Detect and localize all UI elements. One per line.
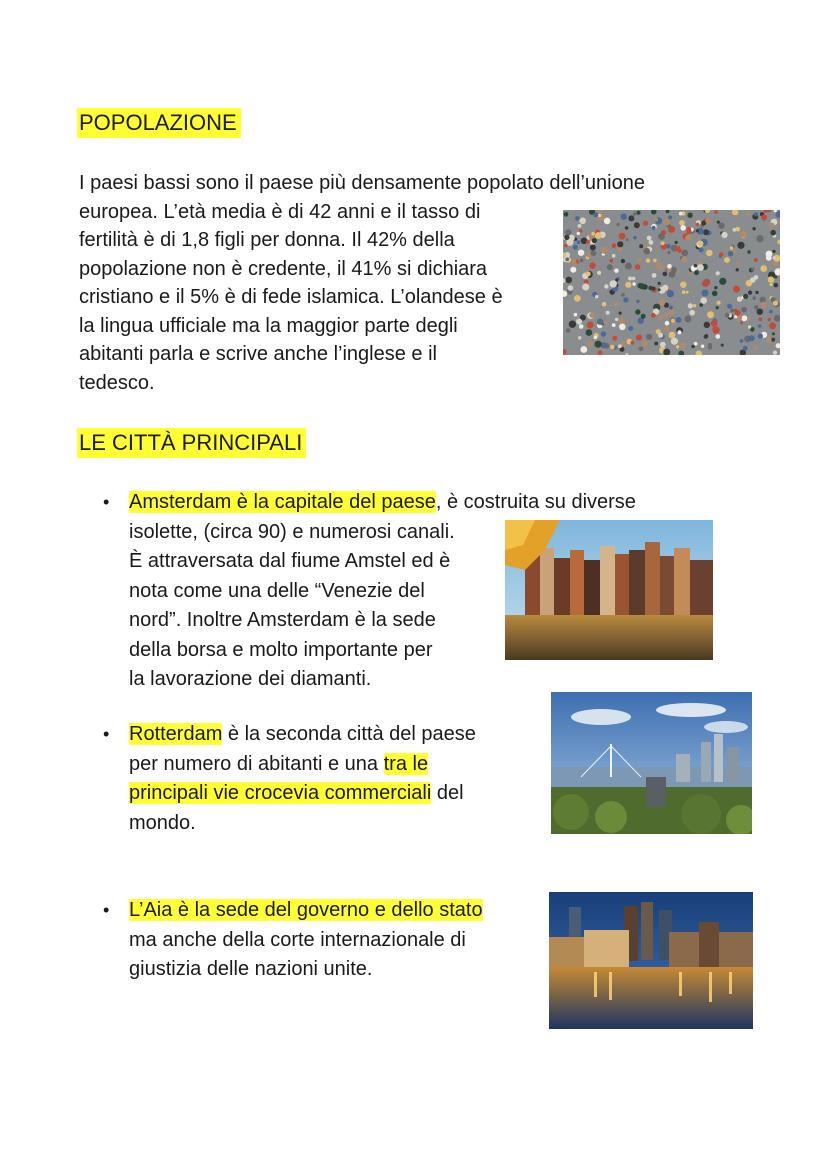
paragraph-line: I paesi bassi sono il paese più densamente popolato dell’unione (79, 172, 645, 194)
section-heading-popolazione: POPOLAZIONE (77, 108, 241, 138)
paragraph-line: nord”. Inoltre Amsterdam è la sede (129, 609, 436, 631)
paragraph-line: ma anche della corte internazionale di (129, 928, 466, 951)
paragraph-line: europea. L’età media è di 42 anni e il tasso di (79, 200, 481, 223)
paragraph-line: della borsa e molto importante per (129, 638, 433, 661)
rotterdam-text: per numero di abitanti e una (129, 752, 384, 775)
aia-image (549, 892, 753, 1029)
section-heading-citta: LE CITTÀ PRINCIPALI (77, 428, 306, 458)
amsterdam-highlight: Amsterdam è la capitale del paese (129, 491, 436, 513)
paragraph-line: la lingua ufficiale ma la maggior parte degli (79, 314, 458, 337)
aia-highlight: L’Aia è la sede del governo e dello stato (129, 899, 483, 921)
rotterdam-image (551, 692, 752, 834)
paragraph-line: nota come una delle “Venezie del (129, 579, 425, 602)
paragraph-line: fertilità è di 1,8 figli per donna. Il 42% della (79, 229, 455, 251)
amsterdam-text: , è costruita su diverse (435, 491, 636, 513)
paragraph-line: È attraversata dal fiume Amstel ed è (129, 550, 451, 572)
bullet-dot: • (103, 492, 110, 512)
amsterdam-image (505, 520, 713, 660)
rotterdam-text: del (431, 782, 464, 804)
bullet-dot: • (103, 900, 110, 920)
bullet-dot: • (103, 724, 110, 744)
rotterdam-text: è la seconda città del paese (222, 723, 476, 745)
rotterdam-highlight: principali vie crocevia commerciali (129, 782, 432, 804)
rotterdam-text: mondo. (129, 811, 196, 834)
crowd-image (563, 210, 780, 355)
paragraph-line: popolazione non è credente, il 41% si dichiara (79, 257, 488, 280)
paragraph-line: isolette, (circa 90) e numerosi canali. (129, 520, 455, 543)
paragraph-line: cristiano e il 5% è di fede islamica. L’olandese è (79, 286, 503, 308)
rotterdam-highlight: tra le (383, 752, 429, 775)
paragraph-line: tedesco. (79, 371, 155, 394)
paragraph-line: giustizia delle nazioni unite. (129, 958, 373, 980)
rotterdam-highlight: Rotterdam (129, 723, 223, 745)
paragraph-line: abitanti parla e scrive anche l’inglese e il (79, 343, 437, 365)
paragraph-line: la lavorazione dei diamanti. (129, 668, 372, 690)
